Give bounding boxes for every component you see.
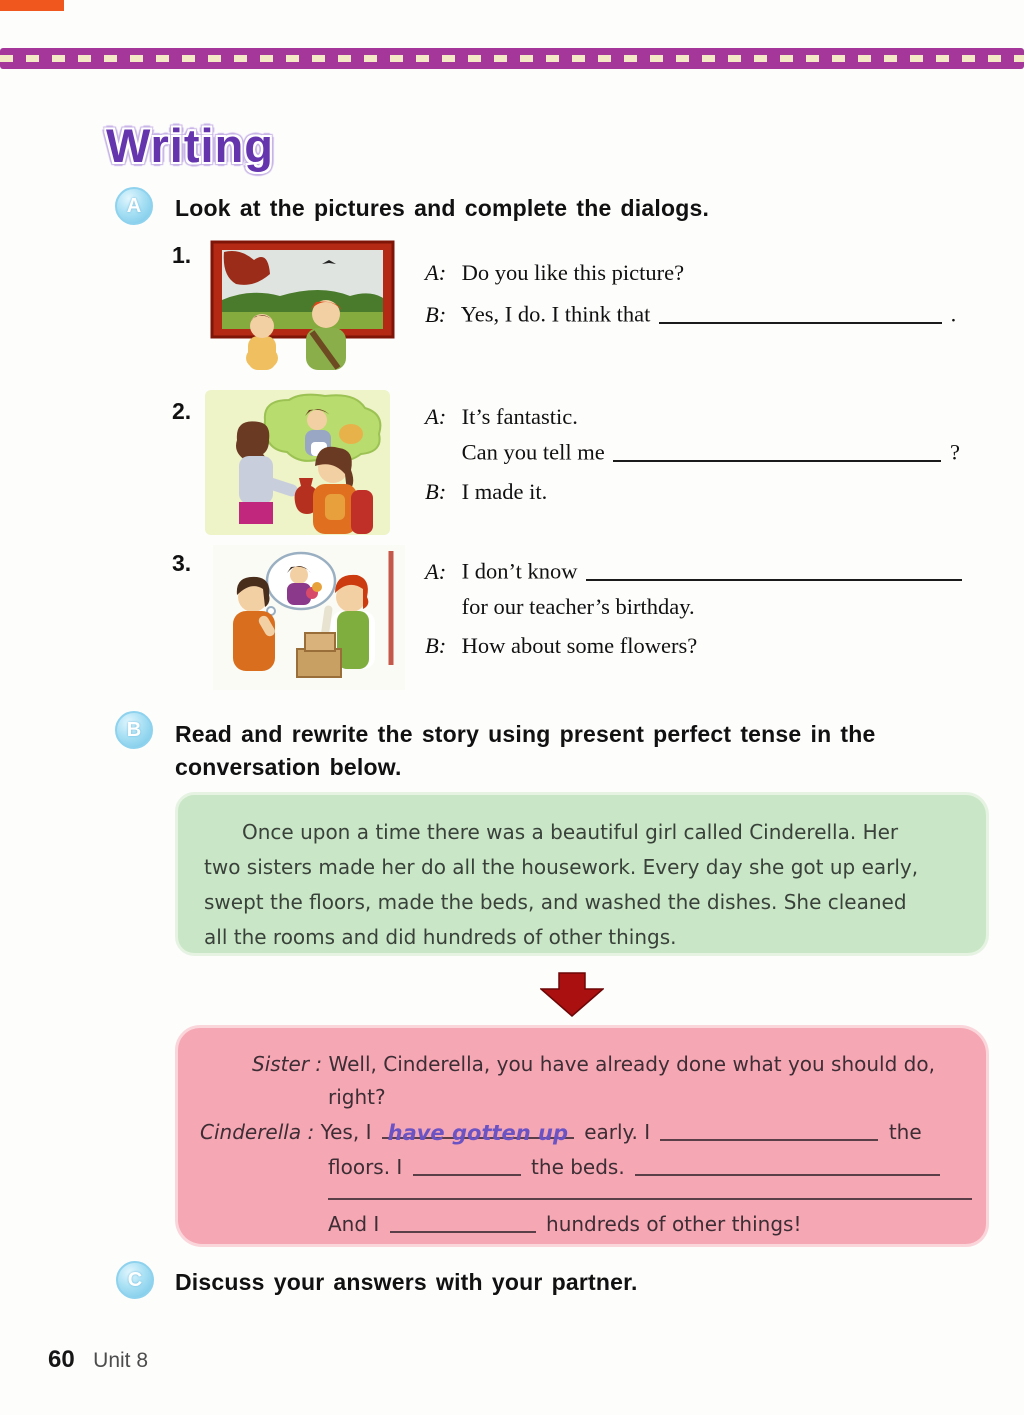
sister-line-2 bbox=[328, 1081, 966, 1114]
dialog-line bbox=[425, 301, 956, 328]
unit-label: Unit 8 bbox=[93, 1349, 149, 1372]
cinderella-label: Cinderella : bbox=[200, 1120, 315, 1144]
blank-line bbox=[613, 439, 941, 462]
blank-line bbox=[660, 1120, 878, 1141]
dialog-text: Yes, I do. I think that bbox=[460, 301, 651, 327]
section-a-badge bbox=[115, 187, 153, 225]
cinderella-text: the beds. bbox=[531, 1155, 625, 1179]
section-c-heading: Discuss your answers with your partner. bbox=[175, 1269, 638, 1295]
item-number: 3. bbox=[172, 550, 192, 576]
dialog-picture-3-thinking-boys bbox=[213, 545, 405, 690]
cinderella-text: early. I bbox=[584, 1120, 651, 1144]
dialog-text: Can you tell me bbox=[461, 439, 605, 465]
cinderella-line-3 bbox=[328, 1208, 966, 1241]
cinderella-text: And I bbox=[328, 1212, 380, 1236]
cinderella-line-2 bbox=[328, 1151, 972, 1184]
story-line: all the rooms and did hundreds of other things. bbox=[204, 925, 677, 949]
page-footer bbox=[48, 1346, 148, 1374]
dialog-text: I don’t know bbox=[461, 558, 578, 584]
dialog-text: for our teacher’s birthday. bbox=[461, 593, 695, 619]
speaker-label: B: bbox=[425, 301, 447, 327]
dialog-text: It’s fantastic. bbox=[461, 404, 578, 429]
story-line: two sisters made her do all the housework. Every day she got up early, bbox=[204, 855, 919, 879]
dialog-line bbox=[425, 404, 960, 430]
sister-label: Sister : bbox=[252, 1052, 323, 1076]
dialog-2 bbox=[425, 404, 960, 505]
cinderella-text: Yes, I bbox=[320, 1120, 372, 1144]
dialog-line bbox=[425, 633, 965, 659]
item-number: 2. bbox=[172, 398, 192, 424]
ribbon-stitches bbox=[0, 55, 1024, 62]
blank-line-full-width bbox=[328, 1198, 972, 1200]
page-title: Writing bbox=[106, 119, 274, 172]
section-a-heading: Look at the pictures and complete the dialogs. bbox=[175, 195, 710, 221]
dialog-text: How about some flowers? bbox=[461, 632, 698, 658]
section-b-heading-line1: Read and rewrite the story using present perfect tense in the bbox=[175, 721, 876, 747]
blank-line bbox=[586, 558, 962, 581]
story-text bbox=[178, 795, 986, 955]
speaker-label: A: bbox=[425, 558, 447, 584]
section-c-letter: C bbox=[127, 1268, 143, 1291]
dialog-line bbox=[425, 479, 960, 505]
dialog-picture-1-framed-painting bbox=[210, 240, 395, 370]
conversation-box bbox=[178, 1028, 986, 1244]
blank-line-with-answer bbox=[382, 1118, 574, 1146]
page-number: 60 bbox=[48, 1346, 75, 1373]
section-c-badge bbox=[116, 1261, 154, 1299]
cinderella-line-1 bbox=[200, 1116, 966, 1149]
blank-line bbox=[390, 1212, 536, 1233]
cinderella-text: the bbox=[888, 1120, 922, 1144]
blank-line bbox=[659, 301, 942, 324]
dialog-text: . bbox=[950, 301, 957, 327]
dialog-picture-2-vase-gift bbox=[205, 390, 390, 535]
dialog-3 bbox=[425, 558, 965, 659]
stitched-ribbon-divider bbox=[0, 48, 1024, 69]
speaker-label: A: bbox=[425, 404, 447, 429]
section-b-heading bbox=[175, 718, 995, 784]
page-corner-mark bbox=[0, 0, 64, 11]
blank-line bbox=[635, 1155, 940, 1176]
story-line: swept the floors, made the beds, and washed the dishes. She cleaned bbox=[204, 890, 907, 914]
cinderella-text: hundreds of other things! bbox=[546, 1212, 802, 1236]
cinderella-story-box bbox=[178, 795, 986, 953]
sister-text: right? bbox=[328, 1085, 386, 1109]
handwritten-answer: have gotten up bbox=[387, 1121, 569, 1146]
sister-text: Well, Cinderella, you have already done what you should do, bbox=[328, 1052, 935, 1076]
dialog-text: ? bbox=[949, 439, 960, 465]
dialog-text: I made it. bbox=[461, 478, 548, 504]
down-arrow-icon bbox=[540, 972, 604, 1018]
cinderella-text: floors. I bbox=[328, 1155, 403, 1179]
section-b-letter: B bbox=[126, 718, 142, 741]
dialog-line bbox=[425, 558, 965, 585]
dialog-line bbox=[425, 260, 956, 286]
dialog-line bbox=[425, 439, 960, 466]
speaker-label: B: bbox=[425, 632, 447, 658]
dialog-line bbox=[425, 594, 965, 620]
blank-line bbox=[413, 1155, 521, 1176]
speaker-label: A: bbox=[425, 260, 447, 285]
section-a-letter: A bbox=[126, 194, 142, 217]
item-number: 1. bbox=[172, 242, 192, 268]
dialog-1 bbox=[425, 260, 956, 328]
story-line: Once upon a time there was a beautiful girl called Cinderella. Her bbox=[242, 820, 899, 844]
section-b-badge bbox=[115, 711, 153, 749]
speaker-label: B: bbox=[425, 478, 447, 504]
sister-line-1 bbox=[252, 1048, 966, 1081]
dialog-text: Do you like this picture? bbox=[461, 260, 685, 285]
section-b-heading-line2: conversation below. bbox=[175, 754, 402, 780]
